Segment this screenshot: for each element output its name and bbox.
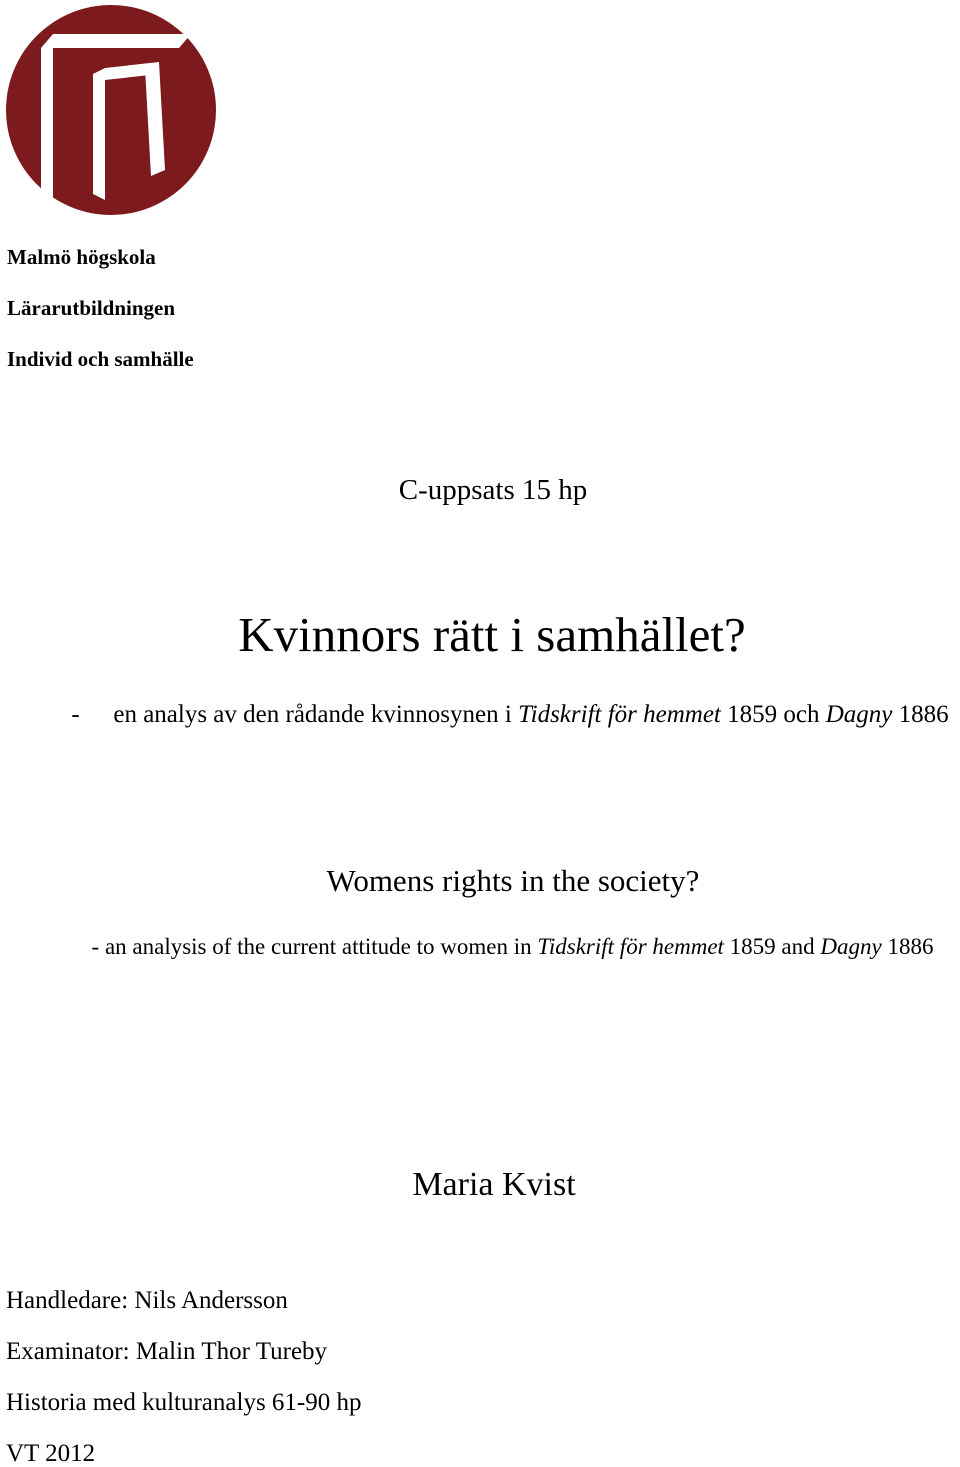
subtitle-english-journal1: Tidskrift för hemmet	[537, 934, 724, 959]
subtitle-swedish-prefix: en analys av den rådande kvinnosynen i	[113, 701, 519, 728]
logo-stroke-left	[41, 34, 53, 204]
department-name: Individ och samhälle	[7, 347, 194, 371]
subtitle-english-middle: 1859 and	[723, 934, 821, 959]
subtitle-english-journal2: Dagny	[820, 934, 882, 959]
subtitle-swedish-journal1: Tidskrift för hemmet	[518, 701, 721, 728]
malmo-hogskola-logo	[5, 4, 217, 216]
subtitle-swedish-journal2: Dagny	[825, 701, 893, 728]
logo-stroke-middle	[93, 68, 105, 200]
subtitle-swedish-dash: -	[71, 701, 80, 728]
logo-stroke-top	[53, 34, 191, 48]
course-name-line: Historia med kulturanalys 61-90 hp	[6, 1389, 362, 1416]
subtitle-swedish-middle: 1859 och	[720, 701, 826, 728]
title-english: Womens rights in the society?	[326, 863, 700, 898]
subtitle-english	[60, 930, 960, 963]
author-name: Maria Kvist	[412, 1166, 576, 1203]
university-name: Malmö högskola	[7, 245, 156, 269]
subtitle-english-prefix: - an analysis of the current attitude to women in	[91, 934, 538, 959]
faculty-name: Lärarutbildningen	[7, 296, 176, 320]
title-swedish: Kvinnors rätt i samhället?	[238, 607, 746, 662]
subtitle-swedish-suffix: 1886	[892, 701, 949, 728]
examiner-line: Examinator: Malin Thor Tureby	[6, 1338, 328, 1365]
course-label: C-uppsats 15 hp	[398, 474, 588, 506]
term-line: VT 2012	[6, 1440, 96, 1467]
subtitle-swedish	[60, 697, 960, 732]
supervisor-line: Handledare: Nils Andersson	[6, 1287, 288, 1314]
subtitle-english-suffix: 1886	[881, 934, 934, 959]
